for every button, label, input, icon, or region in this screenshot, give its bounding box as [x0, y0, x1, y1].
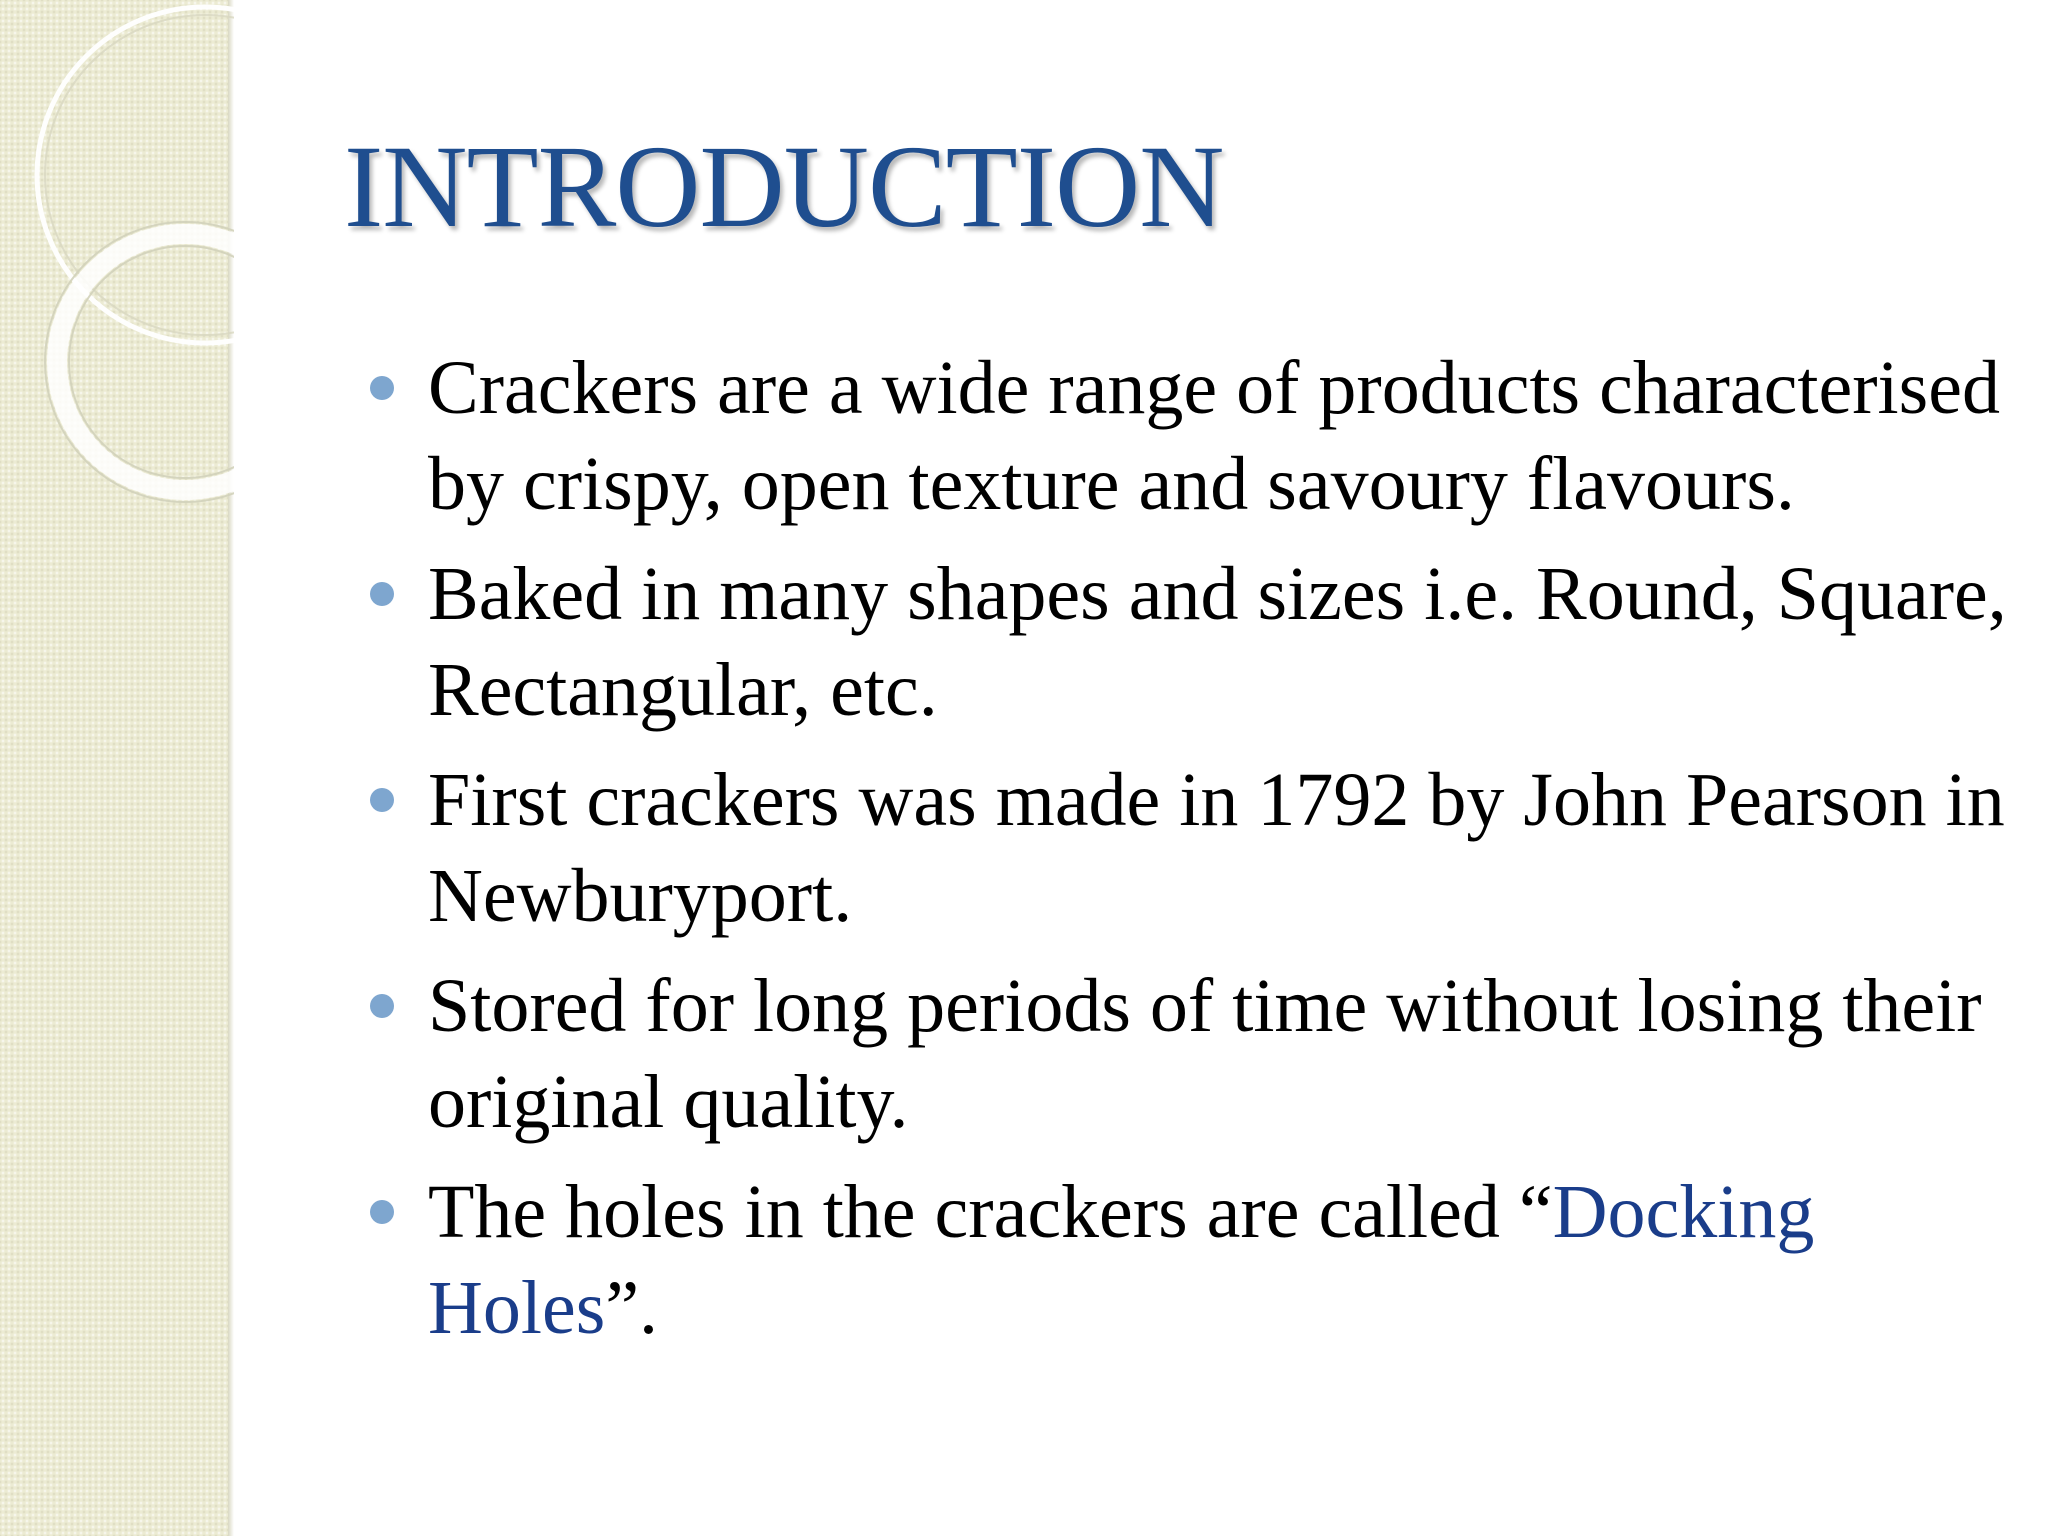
- bullet-item: [360, 1164, 2020, 1356]
- bullet-dot-icon: [370, 1200, 394, 1224]
- docking-holes-term: Docking Holes: [428, 1170, 1815, 1350]
- bullet-item: [360, 752, 2020, 944]
- bullet-item: [360, 958, 2020, 1150]
- bullet-text: Stored for long periods of time without losing their original quality.: [428, 964, 1982, 1144]
- bullet-item: [360, 340, 2020, 532]
- bullet-text-after: ”.: [605, 1266, 659, 1350]
- slide-title: INTRODUCTION: [344, 121, 1224, 252]
- bullet-text: Crackers are a wide range of products characterised by crispy, open texture and savoury flavours.: [428, 346, 2000, 526]
- bullet-text-before: The holes in the crackers are called “: [428, 1170, 1553, 1254]
- decorative-rings: [0, 0, 234, 520]
- bullet-list: [360, 340, 2020, 1370]
- bullet-dot-icon: [370, 376, 394, 400]
- bullet-text: First crackers was made in 1792 by John Pearson in Newburyport.: [428, 758, 2005, 938]
- bullet-dot-icon: [370, 994, 394, 1018]
- bullet-item: [360, 546, 2020, 738]
- bullet-text: Baked in many shapes and sizes i.e. Round, Square, Rectangular, etc.: [428, 552, 2007, 732]
- bullet-dot-icon: [370, 582, 394, 606]
- bullet-dot-icon: [370, 788, 394, 812]
